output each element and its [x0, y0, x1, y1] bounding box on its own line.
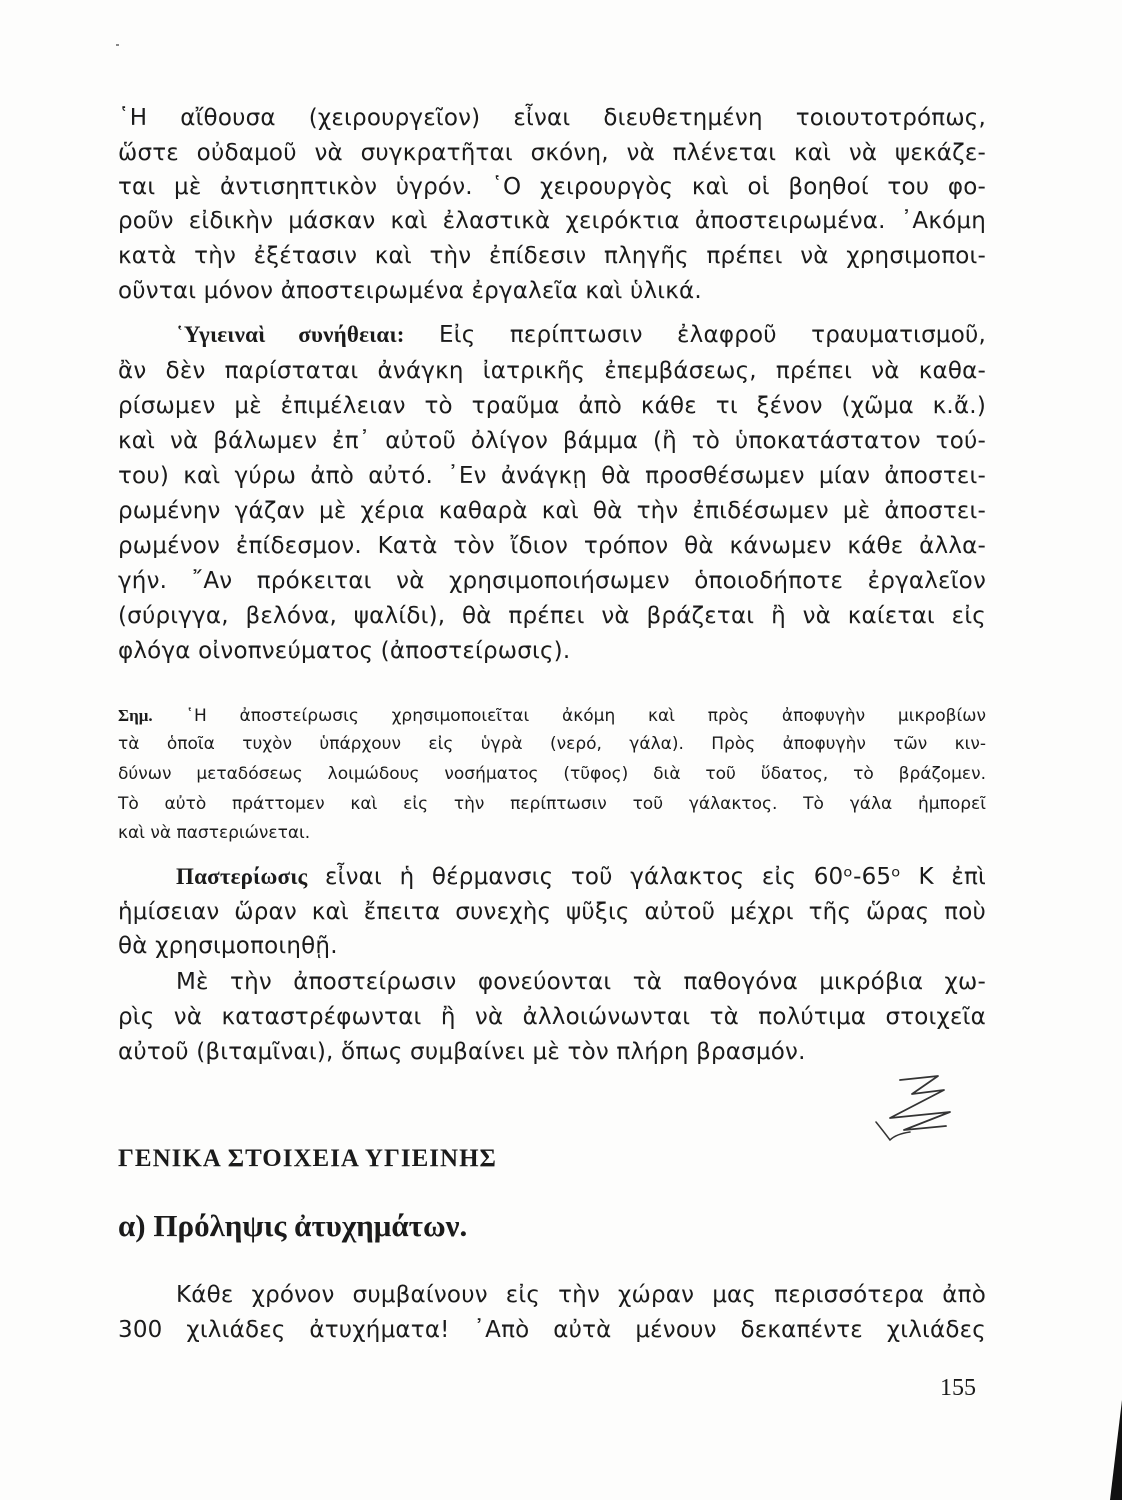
- handwritten-signature-mark: [860, 1072, 970, 1152]
- text-line: ροῦν εἰδικὴν μάσκαν καὶ ἐλαστικὰ χειρόκτια ἀποστειρωμένα. ᾿Ακόμη: [118, 208, 986, 234]
- text-line: ῾Η αἴθουσα (χειρουργεῖον) εἶναι διευθετημένη τοιουτοτρόπως,: [118, 105, 986, 131]
- paragraph-lead-term: Παστερίωσις: [176, 864, 308, 889]
- text-line: φλόγα οἰνοπνεύματος (ἀποστείρωσις).: [118, 638, 571, 664]
- text-line: του) καὶ γύρω ἀπὸ αὐτό. ᾿Εν ἀνάγκῃ θὰ προσθέσωμεν μίαν ἀποστει-: [118, 463, 986, 489]
- note-line: καὶ νὰ παστεριώνεται.: [118, 823, 311, 843]
- text-run: ῾Η ἀποστείρωσις χρησιμοποιεῖται ἀκόμη καὶ πρὸς ἀποφυγὴν μικροβίων: [185, 706, 987, 726]
- page-number: 155: [940, 1375, 976, 1401]
- text-line: γήν. ῎Αν πρόκειται νὰ χρησιμοποιήσωμεν ὁποιοδήποτε ἐργαλεῖον: [118, 568, 986, 594]
- scan-speck: [116, 44, 119, 46]
- text-line: αὐτοῦ (βιταμῖναι), ὅπως συμβαίνει μὲ τὸν πλήρη βρασμόν.: [118, 1039, 806, 1065]
- paragraph-lead-term: ῾Υγιειναὶ συνήθειαι:: [176, 322, 405, 347]
- text-line: ὥστε οὐδαμοῦ νὰ συγκρατῆται σκόνη, νὰ πλένεται καὶ νὰ ψεκάζε-: [118, 140, 986, 166]
- section-heading: ΓΕΝΙΚΑ ΣΤΟΙΧΕΙΑ ΥΓΙΕΙΝΗΣ: [118, 1145, 497, 1172]
- text-line: καὶ νὰ βάλωμεν ἐπ᾿ αὐτοῦ ὀλίγον βάμμα (ἢ τὸ ὑποκατάστατον τού-: [118, 428, 986, 454]
- text-line: θὰ χρησιμοποιηθῇ.: [118, 933, 338, 959]
- note-line: τὰ ὁποῖα τυχὸν ὑπάρχουν εἰς ὑγρὰ (νερό, γάλα). Πρὸς ἀποφυγὴν τῶν κιν-: [118, 734, 986, 754]
- text-line-first: [176, 860, 986, 894]
- text-line: 300 χιλιάδες ἀτυχήματα! ᾿Απὸ αὐτὰ μένουν δεκαπέντε χιλιάδες: [118, 1317, 986, 1343]
- note-label: Σημ.: [118, 706, 153, 725]
- text-line: ται μὲ ἀντισηπτικὸν ὑγρόν. ῾Ο χειρουργὸς καὶ οἱ βοηθοί του φο-: [118, 174, 986, 200]
- subsection-heading: α) Πρόληψις ἀτυχημάτων.: [118, 1208, 468, 1243]
- text-run: Εἰς περίπτωσιν ἐλαφροῦ τραυματισμοῦ,: [439, 322, 986, 348]
- text-line: Μὲ τὴν ἀποστείρωσιν φονεύονται τὰ παθογόνα μικρόβια χω-: [176, 969, 986, 995]
- text-line: (σύριγγα, βελόνα, ψαλίδι), θὰ πρέπει νὰ βράζεται ἢ νὰ καίεται εἰς: [118, 603, 986, 629]
- text-run: εἶναι ἡ θέρμανσις τοῦ γάλακτος εἰς 60ᵒ-65ᵒ Κ ἐπὶ: [325, 864, 986, 890]
- text-line: ἡμίσειαν ὥραν καὶ ἔπειτα συνεχὴς ψῦξις αὐτοῦ μέχρι τῆς ὥρας ποὺ: [118, 899, 986, 925]
- text-line: ρωμένην γάζαν μὲ χέρια καθαρὰ καὶ θὰ τὴν ἐπιδέσωμεν μὲ ἀποστει-: [118, 498, 986, 524]
- text-line: ρίσωμεν μὲ ἐπιμέλειαν τὸ τραῦμα ἀπὸ κάθε τι ξένον (χῶμα κ.ἄ.): [118, 393, 986, 419]
- text-line: ἂν δὲν παρίσταται ἀνάγκη ἰατρικῆς ἐπεμβάσεως, πρέπει νὰ καθα-: [118, 358, 986, 384]
- text-line: οῦνται μόνον ἀποστειρωμένα ἐργαλεῖα καὶ ὑλικά.: [118, 278, 702, 304]
- text-line: Κάθε χρόνον συμβαίνουν εἰς τὴν χώραν μας περισσότερα ἀπὸ: [176, 1282, 986, 1308]
- text-line: ρωμένον ἐπίδεσμον. Κατὰ τὸν ἴδιον τρόπον θὰ κάνωμεν κάθε ἀλλα-: [118, 533, 986, 559]
- text-line-first: [176, 318, 986, 352]
- note-line-first: [118, 703, 986, 729]
- page-edge-shadow: [1100, 1400, 1122, 1500]
- text-line: κατὰ τὴν ἐξέτασιν καὶ τὴν ἐπίδεσιν πληγῆς πρέπει νὰ χρησιμοποι-: [118, 243, 986, 269]
- note-line: Τὸ αὐτὸ πράττομεν καὶ εἰς τὴν περίπτωσιν τοῦ γάλακτος. Τὸ γάλα ἠμπορεῖ: [118, 794, 986, 814]
- text-line: ρὶς νὰ καταστρέφωνται ἢ νὰ ἀλλοιώνωνται τὰ πολύτιμα στοιχεῖα: [118, 1004, 986, 1030]
- note-line: δύνων μεταδόσεως λοιμώδους νοσήματος (τῦφος) διὰ τοῦ ὕδατος, τὸ βράζομεν.: [118, 764, 986, 784]
